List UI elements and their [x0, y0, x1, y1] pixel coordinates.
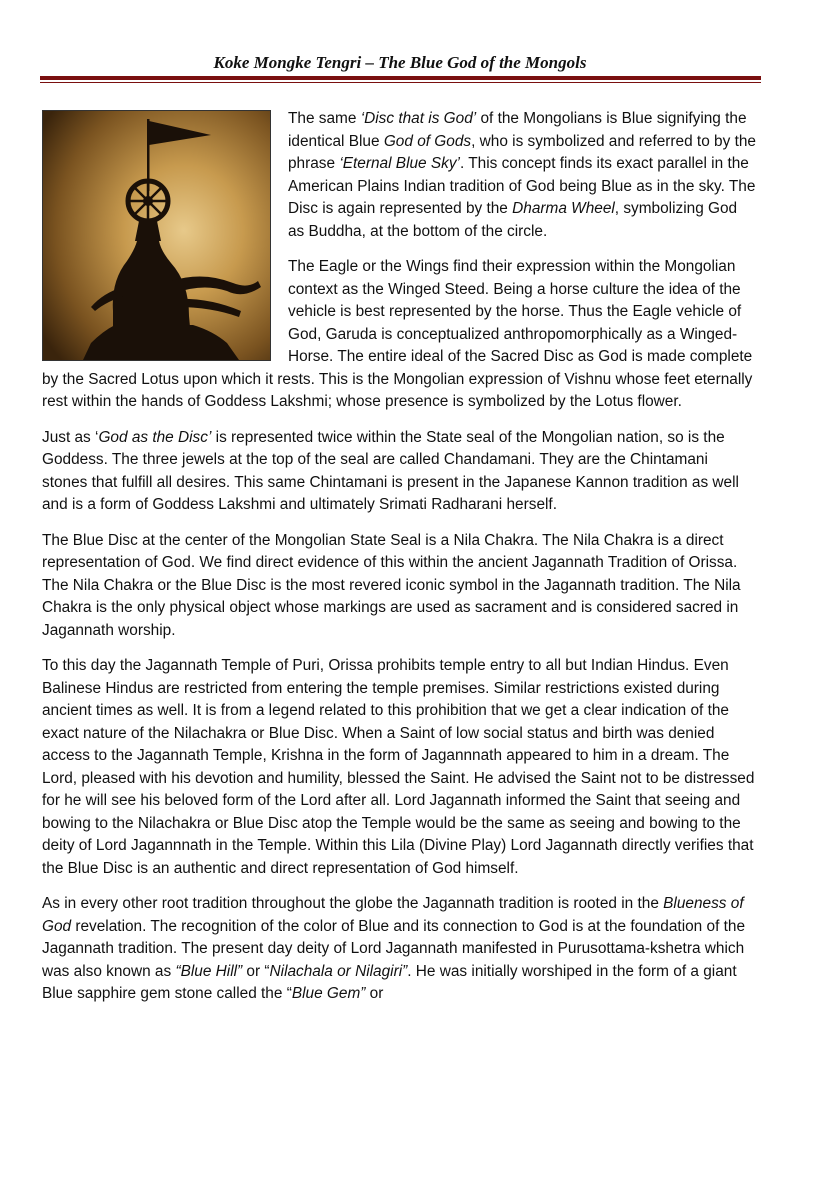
emphasis-text: God of Gods — [383, 132, 472, 150]
text-run: To this day the Jagannath Temple of Puri, Orissa prohibits temple entry to all but Indian Hindus. Even Balinese Hindus are restricted from entering the temple premises. Similar restrictions existed during ancient times as well. It is from a legend related to this prohibition that we get a clear indication of the exact nature of the Nilachakra or Blue Disc. When a Saint of low social status and birth was denied access to the Jagannath Temple, Krishna in the form of Jagannnath appeared to him in a dream. The Lord, pleased with his devotion and humility, blessed the Saint. He advised the Saint not to be distressed for he will see his beloved form of the Lord after all. Lord Jagannath informed the Saint that seeing and bowing to the Nilachakra or Blue Disc atop the Temple would be the same as seeing and bowing to the deity of Lord Jagannnath in the Temple. Within this Lila (Divine Play) Lord Jagannath directly verifies that the Blue Disc is an authentic and direct representation of God himself. — [42, 657, 755, 877]
emphasis-text: Dharma Wheel — [512, 200, 615, 217]
body-paragraph — [42, 655, 756, 880]
body-paragraph — [42, 893, 756, 1006]
temple-spire-silhouette — [43, 111, 270, 360]
emphasis-text: “Blue Hill” — [175, 962, 243, 980]
text-run: or — [365, 985, 384, 1002]
emphasis-text: God as the Disc’ — [98, 428, 212, 446]
text-run: . This concept finds its exact parallel in the American Plains Indian tradition of God being Blue as in the sky. The Disc is again represented by the — [288, 155, 756, 217]
emphasis-text: ‘Eternal Blue Sky’ — [339, 155, 460, 172]
text-run: , symbolizing God as Buddha, at the bottom of the circle. — [288, 200, 738, 240]
text-run: of the Mongolians is Blue signifying the identical Blue — [288, 110, 747, 150]
emphasis-text: Blueness of God — [42, 895, 744, 935]
text-run: The Eagle or the Wings find their expression within the Mongolian context as the Winged Steed. Being a horse culture the idea of the vehicle is best represented by the horse. Thus the Eagle vehicle of God, Garuda is conceptualized anthropomorphically as a Winged-Horse. The entire ideal of the Sacred Disc as God is made complete by the Sacred Lotus upon which it rests. This is the Mongolian expression of Vishnu whose feet eternally rest within the hands of Goddess Lakshmi; whose presence is symbolized by the Lotus flower. — [42, 258, 753, 410]
temple-spire-photo — [42, 110, 271, 361]
body-paragraph — [42, 427, 756, 517]
text-run: is represented twice within the State seal of the Mongolian nation, so is the Goddess. The three jewels at the top of the seal are called Chandamani. They are the Chintamani stones that fulfill all desires. This same Chintamani is present in the Japanese Kannon tradition as well and is a form of Goddess Lakshmi and ultimately Srimati Radharani herself. — [42, 428, 739, 513]
header-rule-thick — [40, 76, 761, 80]
body-paragraph — [42, 530, 756, 643]
text-run: . He was initially worshiped in the form of a giant Blue sapphire gem stone called the “ — [42, 962, 737, 1002]
text-run: or “ — [242, 962, 270, 980]
text-run: Just as ‘ — [42, 428, 99, 446]
text-run: As in every other root tradition throughout the globe the Jagannath tradition is rooted in the — [42, 895, 664, 912]
header-rule-thin — [40, 82, 761, 83]
text-run: The Blue Disc at the center of the Mongolian State Seal is a Nila Chakra. The Nila Chakra is a direct representation of God. We find direct evidence of this within the ancient Jagannath Tradition of Orissa. The Nila Chakra or the Blue Disc is the most revered iconic symbol in the Jagannath tradition. The Nila Chakra is the only physical object whose markings are used as sacrament and is considered sacred in Jagannath worship. — [42, 531, 741, 639]
text-run: revelation. The recognition of the color of Blue and its connection to God is at the foundation of the Jagannath tradition. The present day deity of Lord Jagannath manifested in Purusottama-kshetra which was also known as — [42, 917, 746, 980]
emphasis-text: Blue Gem” — [291, 985, 366, 1002]
emphasis-text: ‘Disc that is God’ — [360, 110, 477, 127]
document-body — [42, 108, 756, 1019]
text-run: The same — [288, 110, 361, 127]
emphasis-text: Nilachala or Nilagiri” — [269, 962, 408, 980]
page-title: Koke Mongke Tengri – The Blue God of the Mongols — [213, 53, 587, 72]
text-run: , who is symbolized and referred to by the phrase — [288, 132, 756, 172]
